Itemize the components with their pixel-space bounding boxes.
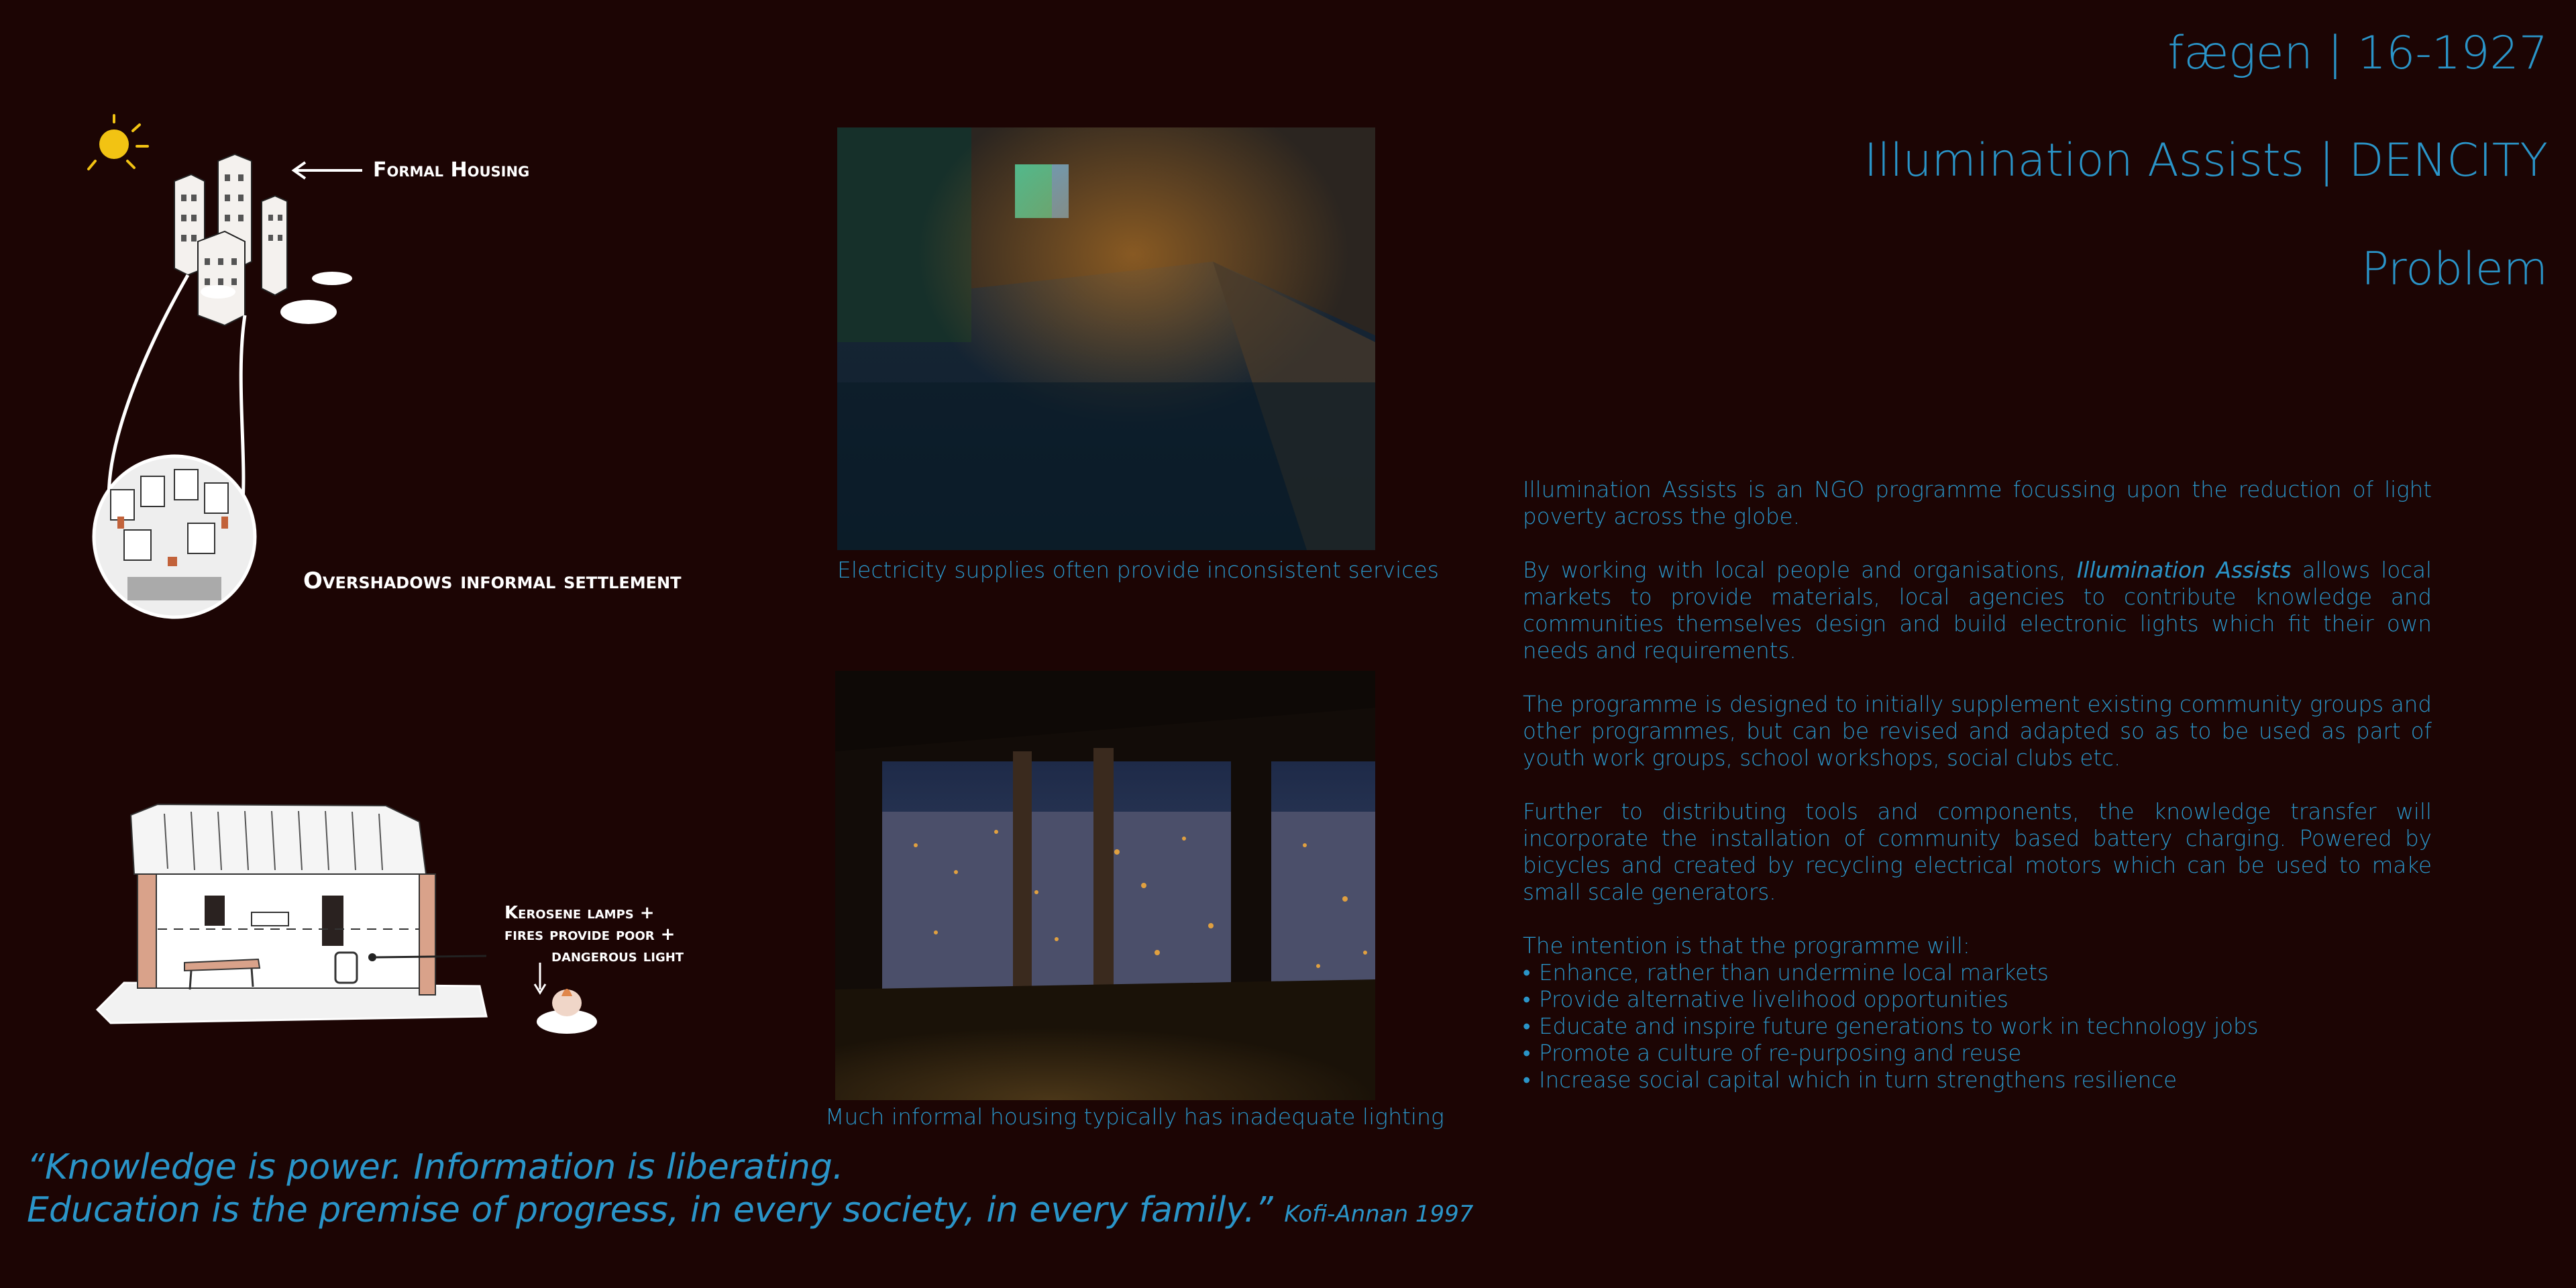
list-item-text: Educate and inspire future generations to work in technology jobs bbox=[1539, 1014, 2259, 1039]
list-item bbox=[1523, 1040, 2432, 1067]
paragraph-intro: Illumination Assists is an NGO programme focussing upon the reduction of light poverty across the globe. bbox=[1523, 477, 2432, 529]
body-text bbox=[1523, 476, 2432, 1093]
quote-line-2 bbox=[27, 1189, 1473, 1236]
list-item-text: Promote a culture of re-purposing and reuse bbox=[1539, 1040, 2022, 1066]
arrow-icon bbox=[294, 162, 362, 178]
kerosene-lamp-icon bbox=[535, 963, 597, 1034]
intentions-intro: The intention is that the programme will: bbox=[1523, 933, 1970, 959]
photo-caption-2: Much informal housing typically has inadequate lighting bbox=[825, 1104, 1444, 1130]
list-item-text: Enhance, rather than undermine local markets bbox=[1539, 960, 2049, 985]
bullet-icon: • bbox=[1523, 1067, 1531, 1093]
document-code: fægen | 16-1927 bbox=[2167, 27, 2548, 80]
quote bbox=[27, 1146, 1473, 1236]
sun-icon bbox=[89, 115, 148, 169]
document-title: Illumination Assists | DENCITY bbox=[1864, 134, 2548, 187]
paragraph-design: The programme is designed to initially supplement existing community groups and other programmes, but can be revised and adapted so as to be used as part of youth work groups, school workshops, social clubs etc. bbox=[1523, 692, 2432, 771]
list-item-text: Provide alternative livelihood opportunities bbox=[1539, 987, 2008, 1012]
programme-name: Illumination Assists bbox=[2076, 557, 2292, 583]
quote-line-2-text: Education is the premise of progress, in every society, in every family.” bbox=[27, 1190, 1273, 1230]
kerosene-label-line-3: dangerous light bbox=[551, 946, 684, 966]
formal-housing-label: Formal Housing bbox=[373, 158, 530, 182]
paragraph-working bbox=[1523, 557, 2432, 664]
informal-housing-photo bbox=[835, 671, 1375, 1100]
paragraph-working-start: By working with local people and organisations, bbox=[1523, 557, 2077, 583]
list-item bbox=[1523, 1013, 2432, 1040]
bullet-icon: • bbox=[1523, 1014, 1531, 1039]
overshadows-label: Overshadows informal settlement bbox=[303, 568, 682, 594]
quote-attribution: Kofi-Annan 1997 bbox=[1284, 1201, 1474, 1228]
list-item bbox=[1523, 1067, 2432, 1093]
list-item-text: Increase social capital which in turn strengthens resilience bbox=[1539, 1067, 2178, 1093]
paragraph-working-end: allows local markets to provide materials, local agencies to contribute knowledge and communities themselves design and build electronic lights which fit their own needs and requirements. bbox=[1523, 557, 2432, 663]
quote-line-1: “Knowledge is power. Information is liberating. bbox=[27, 1147, 844, 1187]
section-title: Problem bbox=[2361, 243, 2548, 296]
street-photo bbox=[837, 127, 1375, 550]
kerosene-label-line-2: fires provide poor + bbox=[504, 924, 676, 945]
kerosene-label-line-1: Kerosene lamps + bbox=[504, 903, 655, 923]
list-item bbox=[1523, 959, 2432, 986]
formal-housing-sketch bbox=[80, 114, 718, 637]
kerosene-label bbox=[504, 902, 684, 967]
list-item bbox=[1523, 986, 2432, 1013]
photo-caption-1: Electricity supplies often provide inconsistent services bbox=[837, 557, 1439, 583]
bullet-icon: • bbox=[1523, 987, 1531, 1012]
intentions-list bbox=[1523, 959, 2432, 1093]
bullet-icon: • bbox=[1523, 960, 1531, 985]
bullet-icon: • bbox=[1523, 1040, 1531, 1066]
paragraph-distribution: Further to distributing tools and components, the knowledge transfer will incorporate the installation of community based battery charging. Powered by bicycles and created by recycling electrical motors which can be used to make small scale generators. bbox=[1523, 799, 2432, 905]
